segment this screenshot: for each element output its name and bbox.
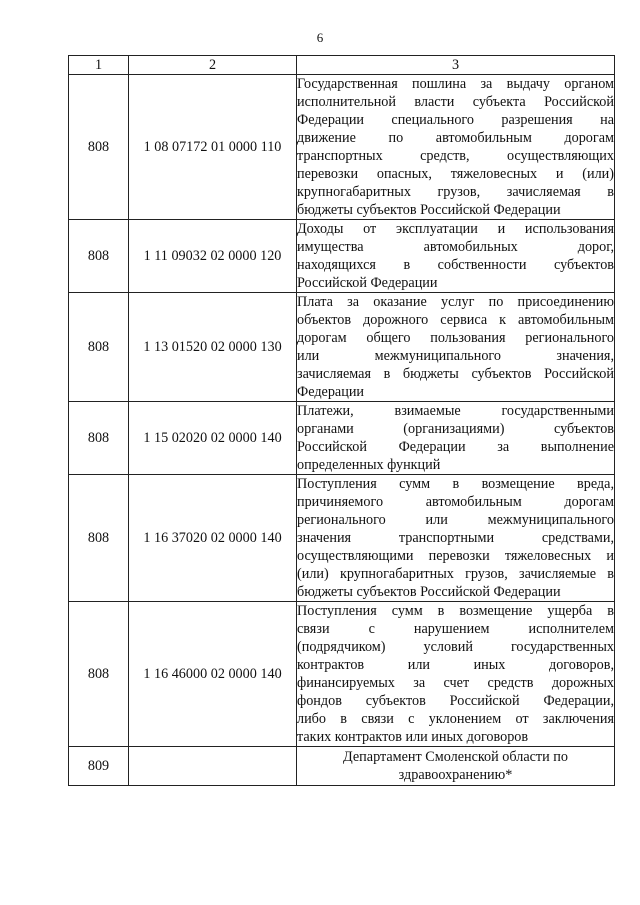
description-cell <box>297 293 615 402</box>
description-line: (или) крупногабаритных грузов, зачисляемые в <box>297 566 614 582</box>
description-line: финансируемых за счет средств дорожных <box>297 675 614 691</box>
page-number: 6 <box>316 30 324 45</box>
description-line: Плата за оказание услуг по присоединению <box>297 294 614 310</box>
description-cell <box>297 75 615 220</box>
revenue-code-cell: 1 11 09032 02 0000 120 <box>129 220 297 293</box>
department-heading-line: Департамент Смоленской области по <box>343 749 568 765</box>
description-line: Доходы от эксплуатации и использования <box>297 221 614 237</box>
table-row <box>69 220 615 293</box>
description-line: связи с нарушением исполнителем <box>297 621 614 637</box>
section-row <box>69 747 615 786</box>
description-line: Государственная пошлина за выдачу органом <box>297 76 614 92</box>
description-line: Поступления сумм в возмещение ущерба в <box>297 603 614 619</box>
description-line: регионального или межмуниципального <box>297 512 614 528</box>
admin-code-cell: 808 <box>69 402 129 475</box>
admin-code-cell: 809 <box>69 747 129 786</box>
revenue-code-cell: 1 08 07172 01 0000 110 <box>129 75 297 220</box>
table-header-row <box>69 56 615 75</box>
column-header-3: 3 <box>297 56 615 75</box>
revenue-code-cell: 1 13 01520 02 0000 130 <box>129 293 297 402</box>
description-line: либо в связи с уклонением от заключения <box>297 711 614 727</box>
description-line: Платежи, взимаемые государственными <box>297 403 614 419</box>
table-row <box>69 402 615 475</box>
description-line: Федерации специального разрешения на <box>297 112 614 128</box>
description-cell <box>297 402 615 475</box>
description-line: органами (организациями) субъектов <box>297 421 614 437</box>
table-row <box>69 602 615 747</box>
description-line: перевозки опасных, тяжеловесных и (или) <box>297 166 614 182</box>
description-line: причиняемого автомобильным дорогам <box>297 494 614 510</box>
department-heading <box>297 747 615 786</box>
description-line: транспортных средств, осуществляющих <box>297 148 614 164</box>
description-cell <box>297 475 615 602</box>
column-header-2: 2 <box>129 56 297 75</box>
description-line: бюджеты субъектов Российской Федерации <box>297 202 561 218</box>
description-line: значения транспортными средствами, <box>297 530 614 546</box>
description-line: исполнительной власти субъекта Российской <box>297 94 614 110</box>
revenue-code-cell: 1 15 02020 02 0000 140 <box>129 402 297 475</box>
column-header-1: 1 <box>69 56 129 75</box>
description-cell <box>297 602 615 747</box>
description-line: крупногабаритных грузов, зачисляемая в <box>297 184 614 200</box>
admin-code-cell: 808 <box>69 75 129 220</box>
admin-code-cell: 808 <box>69 293 129 402</box>
admin-code-cell: 808 <box>69 220 129 293</box>
description-line: (подрядчиком) условий государственных <box>297 639 614 655</box>
department-heading-line: здравоохранению* <box>398 767 513 783</box>
description-line: Поступления сумм в возмещение вреда, <box>297 476 614 492</box>
description-line: движение по автомобильным дорогам <box>297 130 614 146</box>
description-line: или межмуниципального значения, <box>297 348 614 364</box>
revenue-code-cell: 1 16 46000 02 0000 140 <box>129 602 297 747</box>
description-line: контрактов или иных договоров, <box>297 657 614 673</box>
description-line: Российской Федерации за выполнение <box>297 439 614 455</box>
description-line: фондов субъектов Российской Федерации, <box>297 693 614 709</box>
description-line: зачисляемая в бюджеты субъектов Российской <box>297 366 614 382</box>
admin-code-cell: 808 <box>69 602 129 747</box>
description-line: имущества автомобильных дорог, <box>297 239 614 255</box>
description-line: Федерации <box>297 384 365 400</box>
description-line: осуществляющими перевозки тяжеловесных и <box>297 548 614 564</box>
description-line: бюджеты субъектов Российской Федерации <box>297 584 561 600</box>
revenue-code-cell: 1 16 37020 02 0000 140 <box>129 475 297 602</box>
table-row <box>69 293 615 402</box>
revenue-codes-table <box>68 55 615 786</box>
admin-code-cell: 808 <box>69 475 129 602</box>
table-row <box>69 75 615 220</box>
description-line: находящихся в собственности субъектов <box>297 257 614 273</box>
revenue-code-cell <box>129 747 297 786</box>
description-line: определенных функций <box>297 457 441 473</box>
description-line: дорогам общего пользования регионального <box>297 330 614 346</box>
description-line: объектов дорожного сервиса к автомобильным <box>297 312 614 328</box>
description-line: Российской Федерации <box>297 275 438 291</box>
description-cell <box>297 220 615 293</box>
description-line: таких контрактов или иных договоров <box>297 729 529 745</box>
table-row <box>69 475 615 602</box>
